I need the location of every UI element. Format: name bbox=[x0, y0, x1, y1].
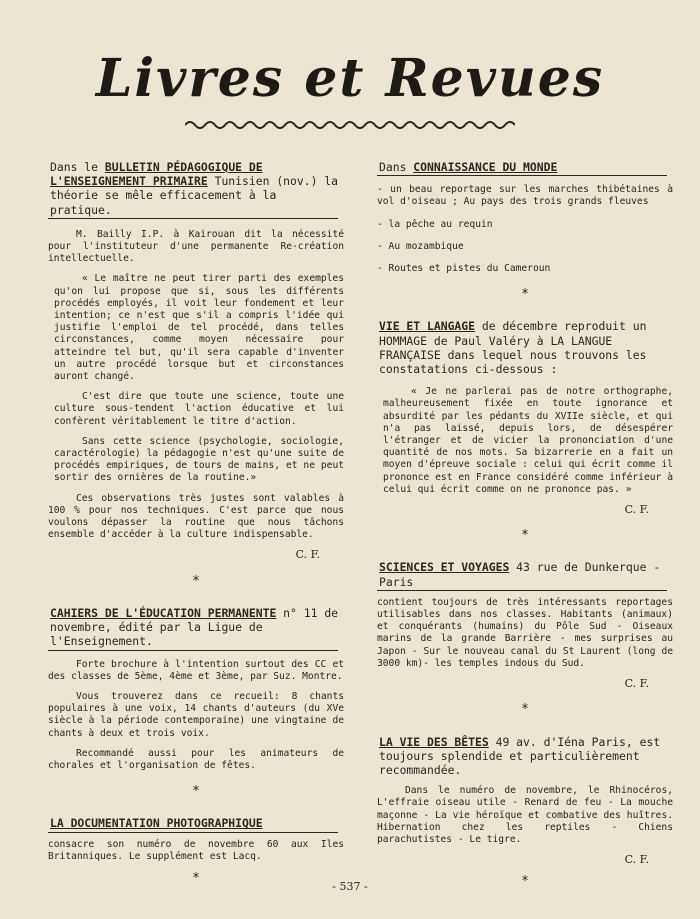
article-cahiers bbox=[48, 606, 344, 772]
paragraph: Recommandé aussi pour les animateurs de chorales et l'organisation de fêtes. bbox=[48, 747, 344, 771]
article-heading-rest: 43 rue de Dunkerque - Paris bbox=[379, 560, 661, 589]
heading-rule bbox=[48, 832, 338, 833]
heading-rule bbox=[377, 175, 667, 176]
heading-rule bbox=[377, 590, 667, 591]
page-title: Livres et Revues bbox=[95, 48, 605, 109]
article-intro: Dans bbox=[379, 160, 407, 174]
paragraph: contient toujours de très intéressants reportages utilisables dans nos classes. Habitants (animaux) et conquérants (humains) du Pôle Sud - Oiseaux marins de la grande Barrière - mes surprises au Japon - Sur le nouveau canal du St Laurent (long de 3000 km)- les temples indous du Sud. bbox=[377, 596, 673, 669]
signature: C. F. bbox=[624, 677, 649, 691]
signature: C. F. bbox=[624, 853, 649, 867]
quote-paragraph: « Je ne parlerai pas de notre orthographe, malheureusement fixée en toute ignorance et absurdité par les pédants du XVIIe siècle, et qui n'a pas laissé, depuis lors, de désespérer l'étranger et de vicier la prononciation d'une quantité de nos mots. Sa bizarrerie en a fait un moyen d'épreuve sociale : celui qui écrit comme il prononce est en France considéré comme inférieur à celui qui écrit comme on ne prononce pas. » bbox=[383, 386, 673, 495]
separator-star: * bbox=[192, 870, 200, 886]
signature: C. F. bbox=[295, 548, 320, 562]
article-intro: Dans le bbox=[50, 160, 99, 174]
paragraph: Dans le numéro de novembre, le Rhinocéros, L'effraie oiseau utile - Renard de feu - La mouche maçonne - La vie héroïque et combative des huîtres. Hibernation chez les reptiles - Chiens parachutistes - Le tigre. bbox=[377, 785, 673, 845]
article-vie-langage bbox=[377, 319, 673, 516]
separator-star: * bbox=[192, 784, 200, 800]
separator-star: * bbox=[521, 874, 529, 890]
article-sciences-voyages bbox=[377, 560, 673, 690]
article-heading-rest: de décembre reproduit un HOMMAGE de Paul Valéry à LA LANGUE FRANÇAISE dans lequel nous trouvons les constatations ci-dessous : bbox=[379, 319, 647, 377]
article-source-name: BULLETIN PÉDAGOGIQUE DE L'ENSEIGNEMENT PRIMAIRE bbox=[50, 160, 263, 189]
article-source-name: CAHIERS DE L'ÉDUCATION PERMANENTE bbox=[50, 605, 277, 620]
quote-paragraph: C'est dire que toute une science, toute une culture sous-tendent l'action éducative et lui confèrent véritablement le titre d'action. bbox=[54, 391, 344, 427]
separator-star: * bbox=[192, 573, 200, 589]
left-column bbox=[48, 160, 344, 903]
article-heading-rest: 49 av. d'Iéna Paris, est toujours splendide et particulièrement recommandée. bbox=[379, 734, 661, 777]
item-list bbox=[377, 184, 673, 275]
article-connaissance bbox=[377, 160, 673, 275]
right-column bbox=[377, 160, 673, 907]
article-source-name: VIE ET LANGAGE bbox=[379, 319, 476, 334]
decorative-wave-rule bbox=[185, 118, 515, 132]
separator-star: * bbox=[521, 702, 529, 718]
list-item: - Au mozambique bbox=[377, 240, 464, 252]
heading-rule bbox=[48, 650, 338, 651]
article-documentation bbox=[48, 816, 344, 863]
page-number: - 537 - bbox=[332, 880, 368, 893]
paragraph: Ces observations très justes sont valables à 100 % pour nos techniques. C'est parce que nous voulons dépasser la routine que nous tâchons ensemble d'accéder à la culture indispensable. bbox=[48, 492, 344, 541]
quote-paragraph: Sans cette science (psychologie, sociologie, caractérologie) la pédagogie n'est qu'une suite de procédés empiriques, de tours de mains, et ne peut sortir des ornières de la routine.» bbox=[54, 435, 344, 484]
list-item: - la pêche au requin bbox=[377, 218, 493, 230]
paragraph: M. Bailly I.P. à Kairouan dit la nécessité pour l'instituteur d'une permanente Re-création intellectuelle. bbox=[48, 228, 344, 265]
article-source-name: LA DOCUMENTATION PHOTOGRAPHIQUE bbox=[50, 816, 263, 831]
article-bulletin bbox=[48, 160, 344, 562]
article-heading-rest: Tunisien (nov.) la théorie se mêle efficacement à la pratique. bbox=[50, 174, 339, 217]
heading-rule bbox=[48, 218, 338, 219]
article-vie-betes bbox=[377, 735, 673, 867]
signature: C. F. bbox=[624, 503, 649, 517]
separator-star: * bbox=[521, 528, 529, 544]
paragraph: consacre son numéro de novembre 60 aux Iles Britanniques. Le supplément est Lacq. bbox=[48, 838, 344, 862]
article-source-name: SCIENCES ET VOYAGES bbox=[379, 560, 510, 575]
list-item: - un beau reportage sur les marches thibétaines à vol d'oiseau ; Au pays des trois grands fleuves bbox=[377, 184, 673, 208]
article-source-name: CONNAISSANCE DU MONDE bbox=[413, 160, 558, 174]
paragraph: Vous trouverez dans ce recueil: 8 chants populaires à une voix, 14 chants d'auteurs (du XVe siècle à la période contemporaine) une vingtaine de chants à deux et trois voix. bbox=[48, 690, 344, 739]
separator-star: * bbox=[521, 287, 529, 303]
list-item: - Routes et pistes du Cameroun bbox=[377, 263, 551, 275]
article-heading-rest: n° 11 de novembre, édité par la Ligue de l'Enseignement. bbox=[50, 605, 339, 649]
quote-paragraph: « Le maître ne peut tirer parti des exemples qu'on lui propose que si, sous les différents procédés employés, il voit leur fondement et leur intention; ce n'est que s'il a compris l'idée qui justifie l'emploi de tel procédé, dans telles circonstances, comme moyen nécessaire pour atteindre tel but, qu'il sera capable d'inventer un autre procédé lorsque but et circonstances auront changé. bbox=[54, 273, 344, 383]
paragraph: Forte brochure à l'intention surtout des CC et des classes de 5ème, 4ème et 3ème, par Suz. Montre. bbox=[48, 658, 344, 682]
article-source-name: LA VIE DES BÊTES bbox=[379, 734, 489, 749]
